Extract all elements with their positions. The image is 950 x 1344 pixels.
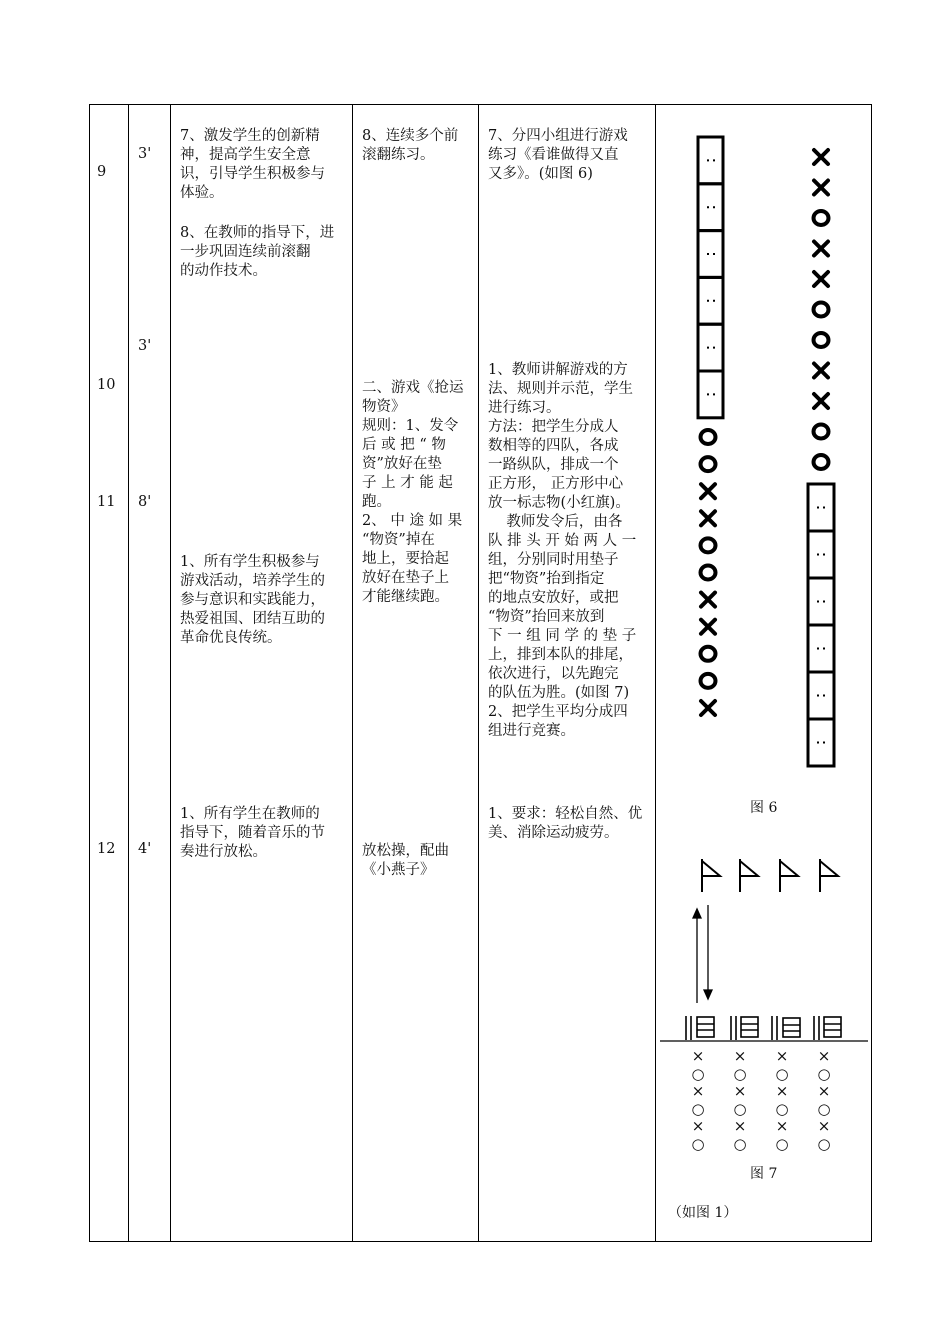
cross-marker-icon: × (775, 1047, 789, 1065)
text-line: 指导下，随着音乐的节 (180, 825, 325, 841)
text-line: 跑。 (362, 494, 391, 510)
mat-icon (698, 371, 723, 418)
circle-marker-icon (701, 430, 716, 444)
circle-marker-icon (701, 538, 716, 552)
text-line: 法、规则并示范，学生 (488, 381, 633, 397)
flag-icon (740, 859, 758, 892)
circle-marker-icon (701, 674, 716, 688)
cross-marker-icon: × (691, 1117, 705, 1135)
cross-marker-icon (814, 181, 828, 195)
cross-marker-icon (701, 620, 715, 634)
row-number: 11 (97, 494, 116, 510)
text-line: 下 一 组 同 学 的 垫 子 (488, 628, 637, 644)
circle-marker-icon: ○ (691, 1064, 705, 1083)
flag-icon (780, 859, 798, 892)
figure-6-right-mats (808, 484, 834, 766)
cross-marker-icon: × (775, 1082, 789, 1100)
mat-icon (808, 531, 834, 578)
text-line: 才能继续跑。 (362, 589, 449, 605)
text-line: 革命优良传统。 (180, 630, 282, 646)
cross-marker-icon (814, 394, 828, 408)
figure-6-left-markers (701, 430, 716, 715)
cross-marker-icon: × (691, 1082, 705, 1100)
row-time: 4' (138, 841, 152, 857)
mat-icon (698, 184, 723, 231)
text-line: 把“物资”抬到指定 (488, 571, 605, 587)
text-line: 依次进行，以先跑完 (488, 666, 619, 682)
cross-marker-icon: × (817, 1082, 831, 1100)
circle-marker-icon (701, 566, 716, 580)
text-line: 教师发令后，由各 (488, 514, 623, 530)
cross-marker-icon (701, 484, 715, 498)
text-line: 美、消除运动疲劳。 (488, 825, 619, 841)
text-line: 2、 中 途 如 果 (362, 513, 463, 529)
text-line: 滚翻练习。 (362, 147, 435, 163)
text-line: 规则：1、发令 (362, 418, 459, 434)
circle-marker-icon: ○ (691, 1099, 705, 1118)
text-line: 一路纵队，排成一个 (488, 457, 619, 473)
text-line: 正方形， 正方形中心 (488, 476, 624, 492)
circle-marker-icon: ○ (817, 1064, 831, 1083)
figure-1-caption: （如图 1） (668, 1205, 738, 1221)
text-line: 练习《看谁做得又直 (488, 147, 619, 163)
mat-icon (808, 578, 834, 625)
arrow-down-icon (704, 905, 712, 999)
row-number: 12 (97, 841, 116, 857)
mat-icon (808, 625, 834, 672)
cross-marker-icon: × (733, 1047, 747, 1065)
circle-marker-icon: ○ (775, 1064, 789, 1083)
mat-icon (698, 324, 723, 371)
text-line: 物资》 (362, 399, 406, 415)
flag-icon (820, 859, 838, 892)
text-line: 组，分别同时用垫子 (488, 552, 619, 568)
text-line: 进行练习。 (488, 400, 561, 416)
text-line: 二、游戏《抢运 (362, 380, 464, 396)
text-line: 组进行竞赛。 (488, 723, 575, 739)
cross-marker-icon: × (775, 1117, 789, 1135)
text-line: 1、所有学生在教师的 (180, 806, 320, 822)
cross-marker-icon (701, 701, 715, 715)
text-line: 《小燕子》 (362, 862, 435, 878)
text-line: 一步巩固连续前滚翻 (180, 244, 311, 260)
text-line: 放一标志物(小红旗)。 (488, 495, 630, 511)
text-line: 的动作技术。 (180, 263, 267, 279)
text-line: “物资”抬回来放到 (488, 609, 605, 625)
text-line: 8、连续多个前 (362, 128, 459, 144)
row-time: 3' (138, 146, 152, 162)
circle-marker-icon: ○ (733, 1099, 747, 1118)
circle-marker-icon (814, 211, 829, 225)
cross-marker-icon (814, 150, 828, 164)
circle-marker-icon: ○ (817, 1099, 831, 1118)
figure-7-arrows (693, 905, 712, 1003)
text-line: 1、教师讲解游戏的方 (488, 362, 628, 378)
mat-icon (698, 137, 723, 184)
mat-stack-icon (772, 1016, 800, 1040)
text-line: 的地点安放好，或把 (488, 590, 619, 606)
row-number: 9 (97, 164, 107, 180)
circle-marker-icon: ○ (775, 1134, 789, 1153)
text-line: 参与意识和实践能力， (180, 592, 325, 608)
text-line: 放松操，配曲 (362, 843, 449, 859)
cross-marker-icon (814, 272, 828, 286)
text-line: 数相等的四队，各成 (488, 438, 619, 454)
circle-marker-icon (701, 647, 716, 661)
text-line: 的队伍为胜。(如图 7) (488, 685, 630, 701)
text-line: 神，提高学生安全意 (180, 147, 311, 163)
text-line: 8、在教师的指导下，进 (180, 225, 335, 241)
cross-marker-icon (701, 511, 715, 525)
text-line: 7、分四小组进行游戏 (488, 128, 628, 144)
circle-marker-icon (701, 457, 716, 471)
text-line: 队 排 头 开 始 两 人 一 (488, 533, 637, 549)
text-line: 1、要求：轻松自然、优 (488, 806, 643, 822)
circle-marker-icon (814, 303, 829, 317)
text-line: 游戏活动，培养学生的 (180, 573, 325, 589)
mat-icon (808, 672, 834, 719)
text-line: 后 或 把 “ 物 (362, 437, 446, 453)
cross-marker-icon: × (817, 1117, 831, 1135)
row-number: 10 (97, 377, 116, 393)
circle-marker-icon: ○ (691, 1134, 705, 1153)
figure-6-left-mats (698, 137, 723, 418)
figure-6-right-markers (814, 150, 829, 469)
circle-marker-icon: ○ (775, 1099, 789, 1118)
mat-icon (808, 719, 834, 766)
flag-icon (702, 859, 720, 892)
cross-marker-icon (814, 242, 828, 256)
text-line: 1、所有学生积极参与 (180, 554, 320, 570)
cross-marker-icon: × (733, 1082, 747, 1100)
text-line: 又多》。(如图 6) (488, 166, 593, 182)
text-line: 识，引导学生积极参与 (180, 166, 325, 182)
mat-icon (808, 484, 834, 531)
arrow-up-icon (693, 909, 701, 1003)
text-line: 热爱祖国、团结互助的 (180, 611, 325, 627)
text-line: 体验。 (180, 185, 224, 201)
row-time: 3' (138, 338, 152, 354)
figure-6-caption: 图 6 (750, 800, 778, 816)
mat-icon (698, 277, 723, 324)
text-line: 地上，要拾起 (362, 551, 449, 567)
text-line: 上，排到本队的排尾， (488, 647, 633, 663)
text-line: 方法：把学生分成人 (488, 419, 619, 435)
text-line: 2、把学生平均分成四 (488, 704, 628, 720)
circle-marker-icon (814, 333, 829, 347)
text-line: 子 上 才 能 起 (362, 475, 453, 491)
cross-marker-icon: × (733, 1117, 747, 1135)
circle-marker-icon: ○ (817, 1134, 831, 1153)
mat-stack-icon (814, 1016, 841, 1040)
mat-icon (698, 231, 723, 278)
cross-marker-icon: × (691, 1047, 705, 1065)
cross-marker-icon (701, 593, 715, 607)
mat-stack-icon (686, 1016, 714, 1040)
circle-marker-icon (814, 425, 829, 439)
text-line: “物资”掉在 (362, 532, 435, 548)
text-line: 资”放好在垫 (362, 456, 442, 472)
cross-marker-icon (814, 364, 828, 378)
mat-stack-icon (731, 1016, 758, 1040)
text-line: 放好在垫子上 (362, 570, 449, 586)
figure-7-flags (702, 859, 838, 892)
circle-marker-icon (814, 455, 829, 469)
figure-7-mats (660, 1016, 868, 1041)
figure-7-caption: 图 7 (750, 1166, 778, 1182)
circle-marker-icon: ○ (733, 1064, 747, 1083)
circle-marker-icon: ○ (733, 1134, 747, 1153)
text-line: 奏进行放松。 (180, 844, 267, 860)
cross-marker-icon: × (817, 1047, 831, 1065)
row-time: 8' (138, 494, 152, 510)
text-line: 7、激发学生的创新精 (180, 128, 320, 144)
